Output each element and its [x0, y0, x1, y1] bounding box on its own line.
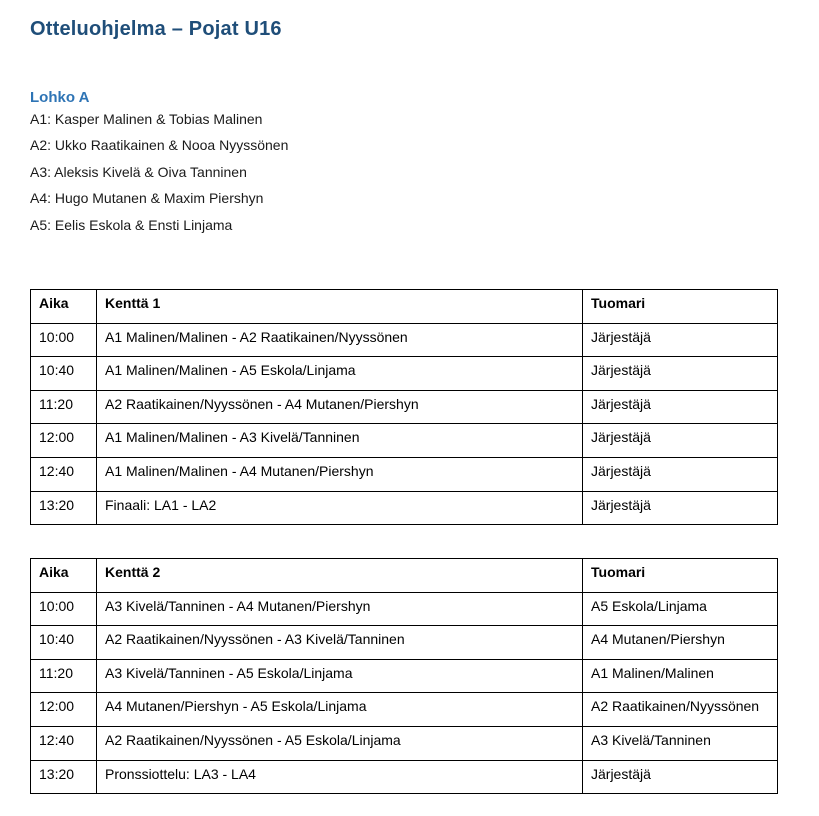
- time-cell: 13:20: [31, 491, 97, 525]
- time-cell: 12:40: [31, 726, 97, 760]
- match-cell: A1 Malinen/Malinen - A5 Eskola/Linjama: [97, 357, 583, 391]
- time-cell: 10:40: [31, 357, 97, 391]
- table-row: [31, 760, 778, 794]
- table-row: [31, 424, 778, 458]
- match-cell: A4 Mutanen/Piershyn - A5 Eskola/Linjama: [97, 693, 583, 727]
- team-item-a4: A4: Hugo Mutanen & Maxim Piershyn: [30, 190, 264, 207]
- time-cell: 12:40: [31, 457, 97, 491]
- team-item-a2: A2: Ukko Raatikainen & Nooa Nyyssönen: [30, 137, 289, 154]
- table-row: [31, 457, 778, 491]
- referee-cell: Järjestäjä: [583, 323, 778, 357]
- referee-cell: Järjestäjä: [583, 760, 778, 794]
- match-cell: A2 Raatikainen/Nyyssönen - A5 Eskola/Linjama: [97, 726, 583, 760]
- referee-cell: Järjestäjä: [583, 491, 778, 525]
- match-cell: A1 Malinen/Malinen - A4 Mutanen/Piershyn: [97, 457, 583, 491]
- team-item-a5: A5: Eelis Eskola & Ensti Linjama: [30, 216, 233, 233]
- time-cell: 13:20: [31, 760, 97, 794]
- column-header-referee: Tuomari: [583, 290, 778, 324]
- time-cell: 12:00: [31, 424, 97, 458]
- team-list: [30, 109, 288, 241]
- time-cell: 10:00: [31, 323, 97, 357]
- referee-cell: A4 Mutanen/Piershyn: [583, 626, 778, 660]
- table-row: [31, 390, 778, 424]
- match-cell: A3 Kivelä/Tanninen - A5 Eskola/Linjama: [97, 659, 583, 693]
- match-cell: A2 Raatikainen/Nyyssönen - A4 Mutanen/Piershyn: [97, 390, 583, 424]
- referee-cell: A1 Malinen/Malinen: [583, 659, 778, 693]
- match-cell: A1 Malinen/Malinen - A2 Raatikainen/Nyyssönen: [97, 323, 583, 357]
- referee-cell: A5 Eskola/Linjama: [583, 592, 778, 626]
- table-row: [31, 659, 778, 693]
- team-item-a1: A1: Kasper Malinen & Tobias Malinen: [30, 111, 263, 127]
- time-cell: 12:00: [31, 693, 97, 727]
- match-cell: A1 Malinen/Malinen - A3 Kivelä/Tanninen: [97, 424, 583, 458]
- referee-cell: A3 Kivelä/Tanninen: [583, 726, 778, 760]
- match-cell: A2 Raatikainen/Nyyssönen - A3 Kivelä/Tanninen: [97, 626, 583, 660]
- column-header-referee: Tuomari: [583, 559, 778, 593]
- column-header-time: Aika: [31, 290, 97, 324]
- table-row: [31, 726, 778, 760]
- schedule-table-court-2: [30, 558, 778, 794]
- group-heading: Lohko A: [30, 89, 90, 106]
- table-row: [31, 693, 778, 727]
- match-cell: A3 Kivelä/Tanninen - A4 Mutanen/Piershyn: [97, 592, 583, 626]
- table-row: [31, 357, 778, 391]
- referee-cell: Järjestäjä: [583, 357, 778, 391]
- column-header-time: Aika: [31, 559, 97, 593]
- table-header-row: [31, 559, 778, 593]
- column-header-court-1: Kenttä 1: [97, 290, 583, 324]
- referee-cell: A2 Raatikainen/Nyyssönen: [583, 693, 778, 727]
- schedule-table-court-1: [30, 289, 778, 525]
- time-cell: 10:40: [31, 626, 97, 660]
- time-cell: 11:20: [31, 659, 97, 693]
- time-cell: 10:00: [31, 592, 97, 626]
- table-row: [31, 491, 778, 525]
- referee-cell: Järjestäjä: [583, 390, 778, 424]
- column-header-court-2: Kenttä 2: [97, 559, 583, 593]
- page-title: Otteluohjelma – Pojat U16: [30, 18, 282, 40]
- time-cell: 11:20: [31, 390, 97, 424]
- match-cell: Finaali: LA1 - LA2: [97, 491, 583, 525]
- table-header-row: [31, 290, 778, 324]
- table-row: [31, 592, 778, 626]
- referee-cell: Järjestäjä: [583, 457, 778, 491]
- match-cell: Pronssiottelu: LA3 - LA4: [97, 760, 583, 794]
- referee-cell: Järjestäjä: [583, 424, 778, 458]
- table-row: [31, 323, 778, 357]
- team-item-a3: A3: Aleksis Kivelä & Oiva Tanninen: [30, 163, 247, 180]
- table-row: [31, 626, 778, 660]
